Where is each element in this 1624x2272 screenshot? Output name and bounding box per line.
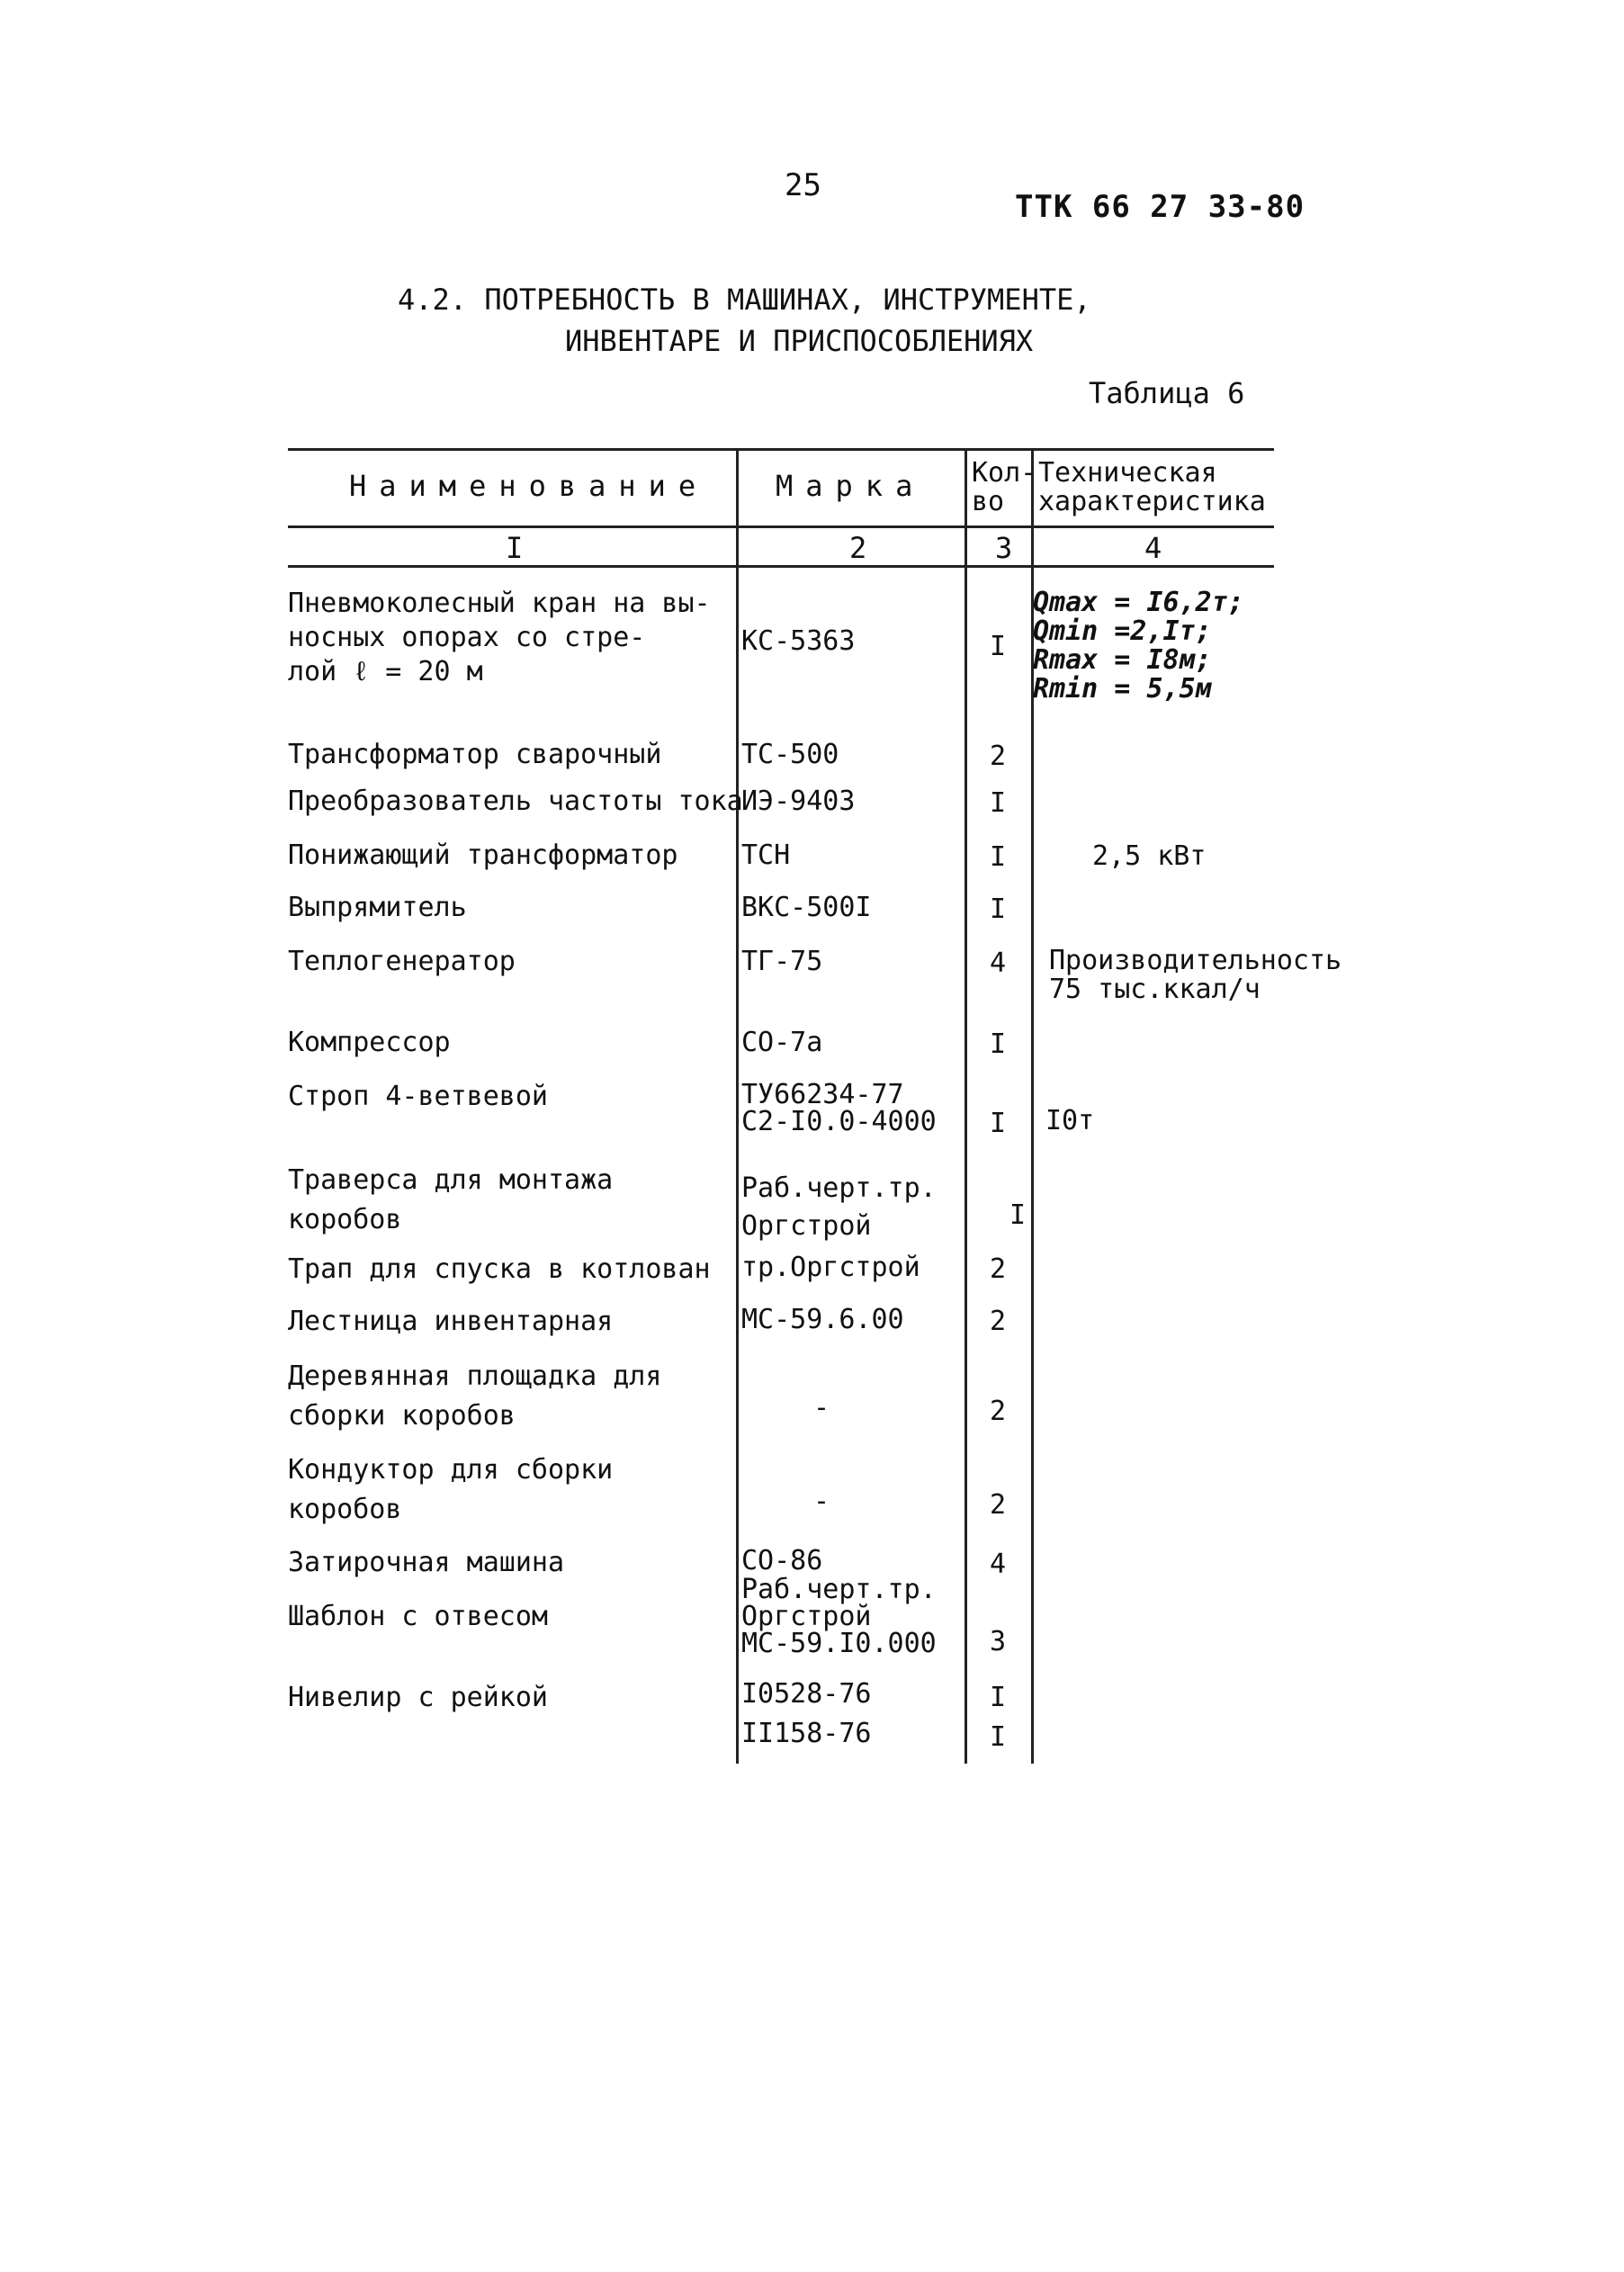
table-row-name: Лестница инвентарная	[288, 1306, 614, 1337]
table-row-qty: I	[990, 787, 1007, 819]
table-row-qty: 2	[990, 1396, 1007, 1427]
table-row-name: Шаблон с отвесом	[288, 1601, 548, 1632]
table-row-qty: 2	[990, 1253, 1007, 1285]
table-row-name: Кондуктор для сборки коробов	[288, 1454, 614, 1525]
table-row-spec: 2,5 кВт	[1092, 840, 1207, 872]
table-row-name: Преобразователь частоты тока	[288, 786, 743, 817]
header-technical-characteristics: Техническая характеристика	[1038, 457, 1266, 517]
column-number-rule	[288, 565, 1274, 568]
table-row-qty: I	[1009, 1199, 1027, 1231]
table-row-mark: ИЭ-9403	[741, 786, 856, 817]
table-row-qty: 4	[990, 1549, 1007, 1580]
table-row-name: Компрессор	[288, 1027, 451, 1058]
table-row-mark: I0528-76	[741, 1678, 872, 1710]
table-row-mark: тр.Оргстрой	[741, 1252, 920, 1283]
table-row-qty: 2	[990, 741, 1007, 772]
table-row-mark: СО-86	[741, 1545, 823, 1576]
table-row-qty: I	[990, 1028, 1007, 1060]
table-row-qty: I	[990, 1682, 1007, 1713]
table-label: Таблица 6	[1089, 376, 1245, 410]
column-number-2: 2	[849, 531, 867, 565]
table-row-name: Трап для спуска в котлован	[288, 1253, 711, 1285]
table-row-name: Трансформатор сварочный	[288, 739, 662, 770]
table-row-name: Пневмоколесный кран на вы- носных опорах со стре- лой ℓ = 20 м	[288, 588, 711, 687]
table-row-mark: ТСН	[741, 840, 791, 871]
column-number-3: 3	[995, 531, 1013, 565]
table-row-mark: МС-59.6.00	[741, 1304, 904, 1335]
column-number-1: I	[506, 531, 524, 565]
table-row-qty: I	[990, 1721, 1007, 1753]
header-bottom-rule	[288, 525, 1274, 528]
table-row-mark: ТС-500	[741, 739, 839, 770]
table-row-mark: -	[813, 1392, 830, 1423]
table-row-name: Нивелир с рейкой	[288, 1682, 548, 1713]
table-row-qty: I	[990, 1108, 1007, 1139]
table-row-mark: ВКС-500I	[741, 892, 872, 923]
table-row-name: Затирочная машина	[288, 1547, 565, 1578]
table-row-mark: Раб.черт.тр. Оргстрой	[741, 1172, 937, 1242]
table-top-rule	[288, 448, 1274, 451]
page-number: 25	[785, 167, 821, 203]
table-row-qty: I	[990, 631, 1007, 662]
document-code: ТТК 66 27 33-80	[1015, 189, 1305, 225]
table-row-name: Деревянная площадка для сборки коробов	[288, 1361, 662, 1432]
table-row-mark: СО-7а	[741, 1027, 823, 1058]
table-row-mark: ТГ-75	[741, 946, 823, 977]
header-mark: Марка	[776, 469, 926, 503]
table-row-name: Выпрямитель	[288, 892, 467, 923]
table-row-spec: I0т	[1045, 1105, 1095, 1136]
table-row-spec: Qmax = I6,2т; Qmin =2,Iт; Rmax = I8м; Rmin = 5,5м	[1033, 587, 1244, 705]
table-row-qty: 2	[990, 1306, 1007, 1337]
section-title-line-2: ИНВЕНТАРЕ И ПРИСПОСОБЛЕНИЯХ	[565, 324, 1034, 358]
table-row-mark: Раб.черт.тр. Оргстрой МС-59.I0.000	[741, 1574, 937, 1659]
table-row-mark: II158-76	[741, 1718, 872, 1749]
table-row-mark: КС-5363	[741, 625, 856, 657]
header-quantity: Кол- во	[972, 457, 1037, 517]
section-title-line-1: 4.2. ПОТРЕБНОСТЬ В МАШИНАХ, ИНСТРУМЕНТЕ,	[398, 283, 1091, 317]
table-row-name: Теплогенератор	[288, 946, 516, 977]
table-row-qty: 4	[990, 947, 1007, 979]
column-divider-2	[965, 448, 967, 1764]
table-row-qty: I	[990, 894, 1007, 925]
table-row-name: Понижающий трансформатор	[288, 840, 678, 871]
table-row-qty: 2	[990, 1489, 1007, 1521]
table-row-spec: Производительность 75 тыс.ккал/ч	[1049, 945, 1342, 1005]
table-row-qty: I	[990, 841, 1007, 873]
table-row-name: Траверса для монтажа коробов	[288, 1164, 614, 1235]
table-row-name: Строп 4-ветвевой	[288, 1081, 548, 1112]
column-number-4: 4	[1144, 531, 1162, 565]
column-divider-1	[736, 448, 739, 1764]
header-name: Наименование	[349, 469, 709, 503]
table-row-mark: ТУ66234-77 С2-I0.0-4000	[741, 1079, 937, 1137]
table-row-mark: -	[813, 1486, 830, 1517]
table-row-qty: 3	[990, 1626, 1007, 1657]
